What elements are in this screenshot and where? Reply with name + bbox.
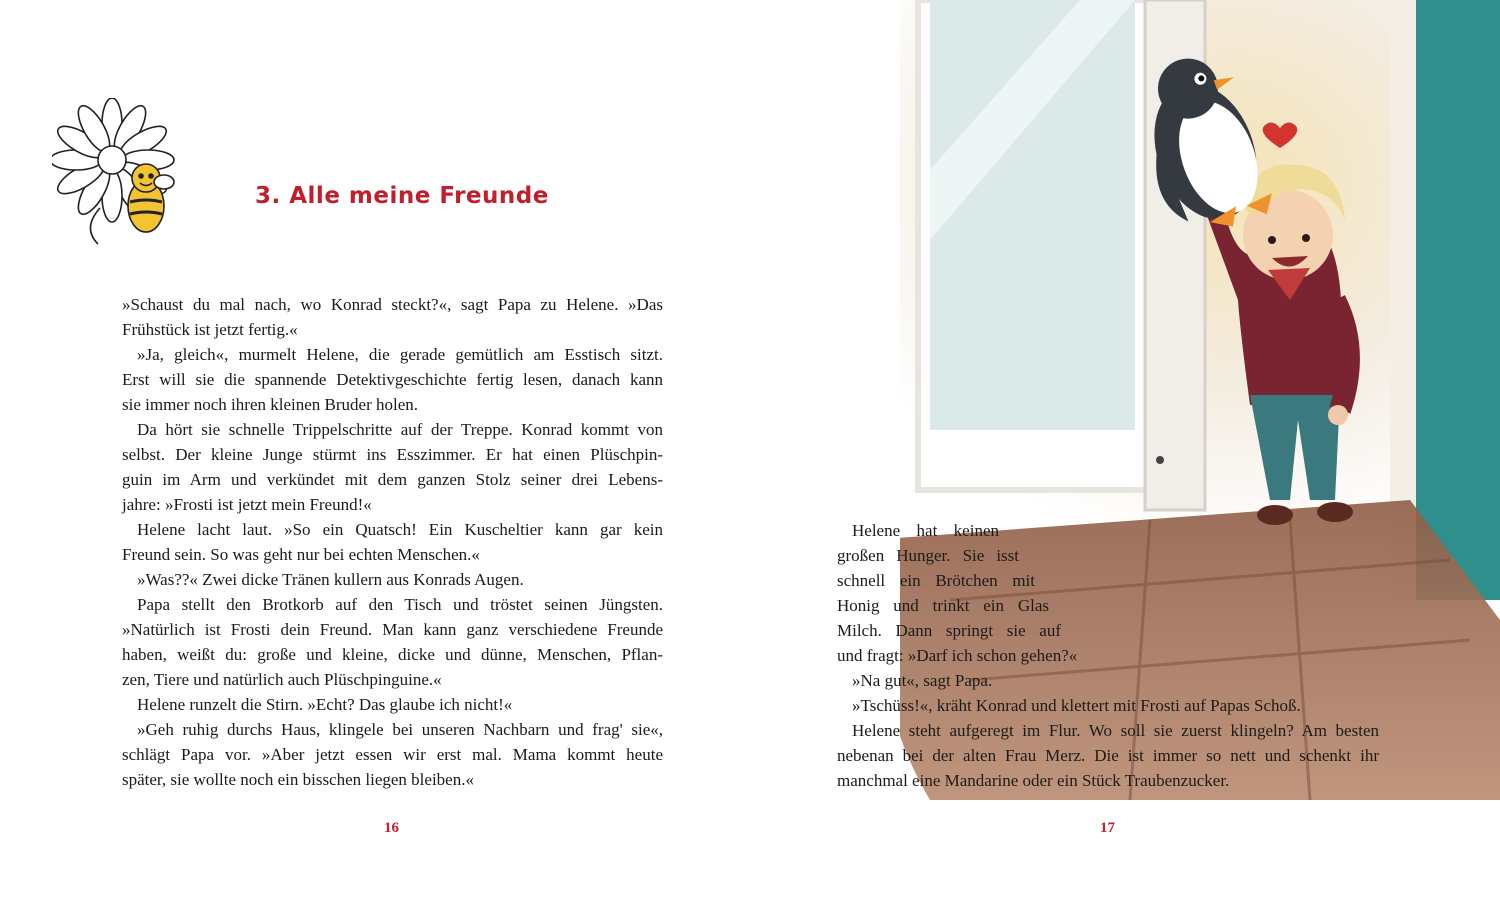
- page-number: 16: [384, 820, 399, 836]
- text-line: jahre: »Frosti ist jetzt mein Freund!«: [122, 495, 372, 514]
- text-line: schnell ein Brötchen mit: [837, 571, 1035, 590]
- text-line: selbst. Der kleine Junge stürmt ins Esszimmer. Er hat einen Plüschpin-: [122, 445, 663, 464]
- text-line: schlägt Papa vor. »Aber jetzt essen wir erst mal. Mama kommt heute: [122, 745, 663, 764]
- text-line: Helene hat keinen: [852, 521, 999, 540]
- text-line: »Natürlich ist Frosti dein Freund. Man kann ganz verschiedene Freunde: [122, 620, 663, 639]
- text-line: sie immer noch ihren kleinen Bruder holen.: [122, 395, 418, 414]
- text-line: »Geh ruhig durchs Haus, klingele bei unseren Nachbarn und frag' sie«,: [137, 720, 663, 739]
- text-line: Honig und trinkt ein Glas: [837, 596, 1049, 615]
- text-line: Erst will sie die spannende Detektivgeschichte fertig lesen, danach kann: [122, 370, 663, 389]
- text-line: nebenan bei der alten Frau Merz. Die ist immer so nett und schenkt ihr: [837, 746, 1379, 765]
- text-line: zen, Tiere und natürlich auch Plüschpinguine.«: [122, 670, 442, 689]
- text-line: Helene lacht laut. »So ein Quatsch! Ein Kuscheltier kann gar kein: [137, 520, 663, 539]
- text-line: Helene runzelt die Stirn. »Echt? Das glaube ich nicht!«: [137, 695, 513, 714]
- text-line: und fragt: »Darf ich schon gehen?«: [837, 646, 1078, 665]
- text-line: Frühstück ist jetzt fertig.«: [122, 320, 298, 339]
- right-body-text: [837, 518, 1379, 793]
- text-line: später, sie wollte noch ein bisschen liegen bleiben.«: [122, 770, 474, 789]
- bee-flower-icon: [52, 98, 182, 248]
- text-line: »Ja, gleich«, murmelt Helene, die gerade gemütlich am Esstisch sitzt.: [137, 345, 663, 364]
- text-line: großen Hunger. Sie isst: [837, 546, 1019, 565]
- text-line: guin im Arm und verkündet mit dem ganzen Stolz seiner drei Lebens-: [122, 470, 663, 489]
- chapter-title: 3. Alle meine Freunde: [255, 183, 549, 209]
- text-line: »Was??« Zwei dicke Tränen kullern aus Konrads Augen.: [137, 570, 524, 589]
- text-line: »Tschüss!«, kräht Konrad und klettert mit Frosti auf Papas Schoß.: [852, 696, 1301, 715]
- left-body-text: [122, 292, 663, 792]
- text-line: manchmal eine Mandarine oder ein Stück Traubenzucker.: [837, 771, 1230, 790]
- text-line: Milch. Dann springt sie auf: [837, 621, 1061, 640]
- text-line: »Na gut«, sagt Papa.: [852, 671, 993, 690]
- text-line: Papa stellt den Brotkorb auf den Tisch und tröstet seinen Jüngsten.: [137, 595, 663, 614]
- text-line: Da hört sie schnelle Trippelschritte auf der Treppe. Konrad kommt von: [137, 420, 663, 439]
- text-line: haben, weißt du: große und kleine, dicke und dünne, Menschen, Pflan-: [122, 645, 663, 664]
- text-line: »Schaust du mal nach, wo Konrad steckt?«, sagt Papa zu Helene. »Das: [122, 295, 663, 314]
- text-line: Helene steht aufgeregt im Flur. Wo soll sie zuerst klingeln? Am besten: [852, 721, 1379, 740]
- text-line: Freund sein. So was geht nur bei echten Menschen.«: [122, 545, 480, 564]
- page-number: 17: [1100, 820, 1115, 836]
